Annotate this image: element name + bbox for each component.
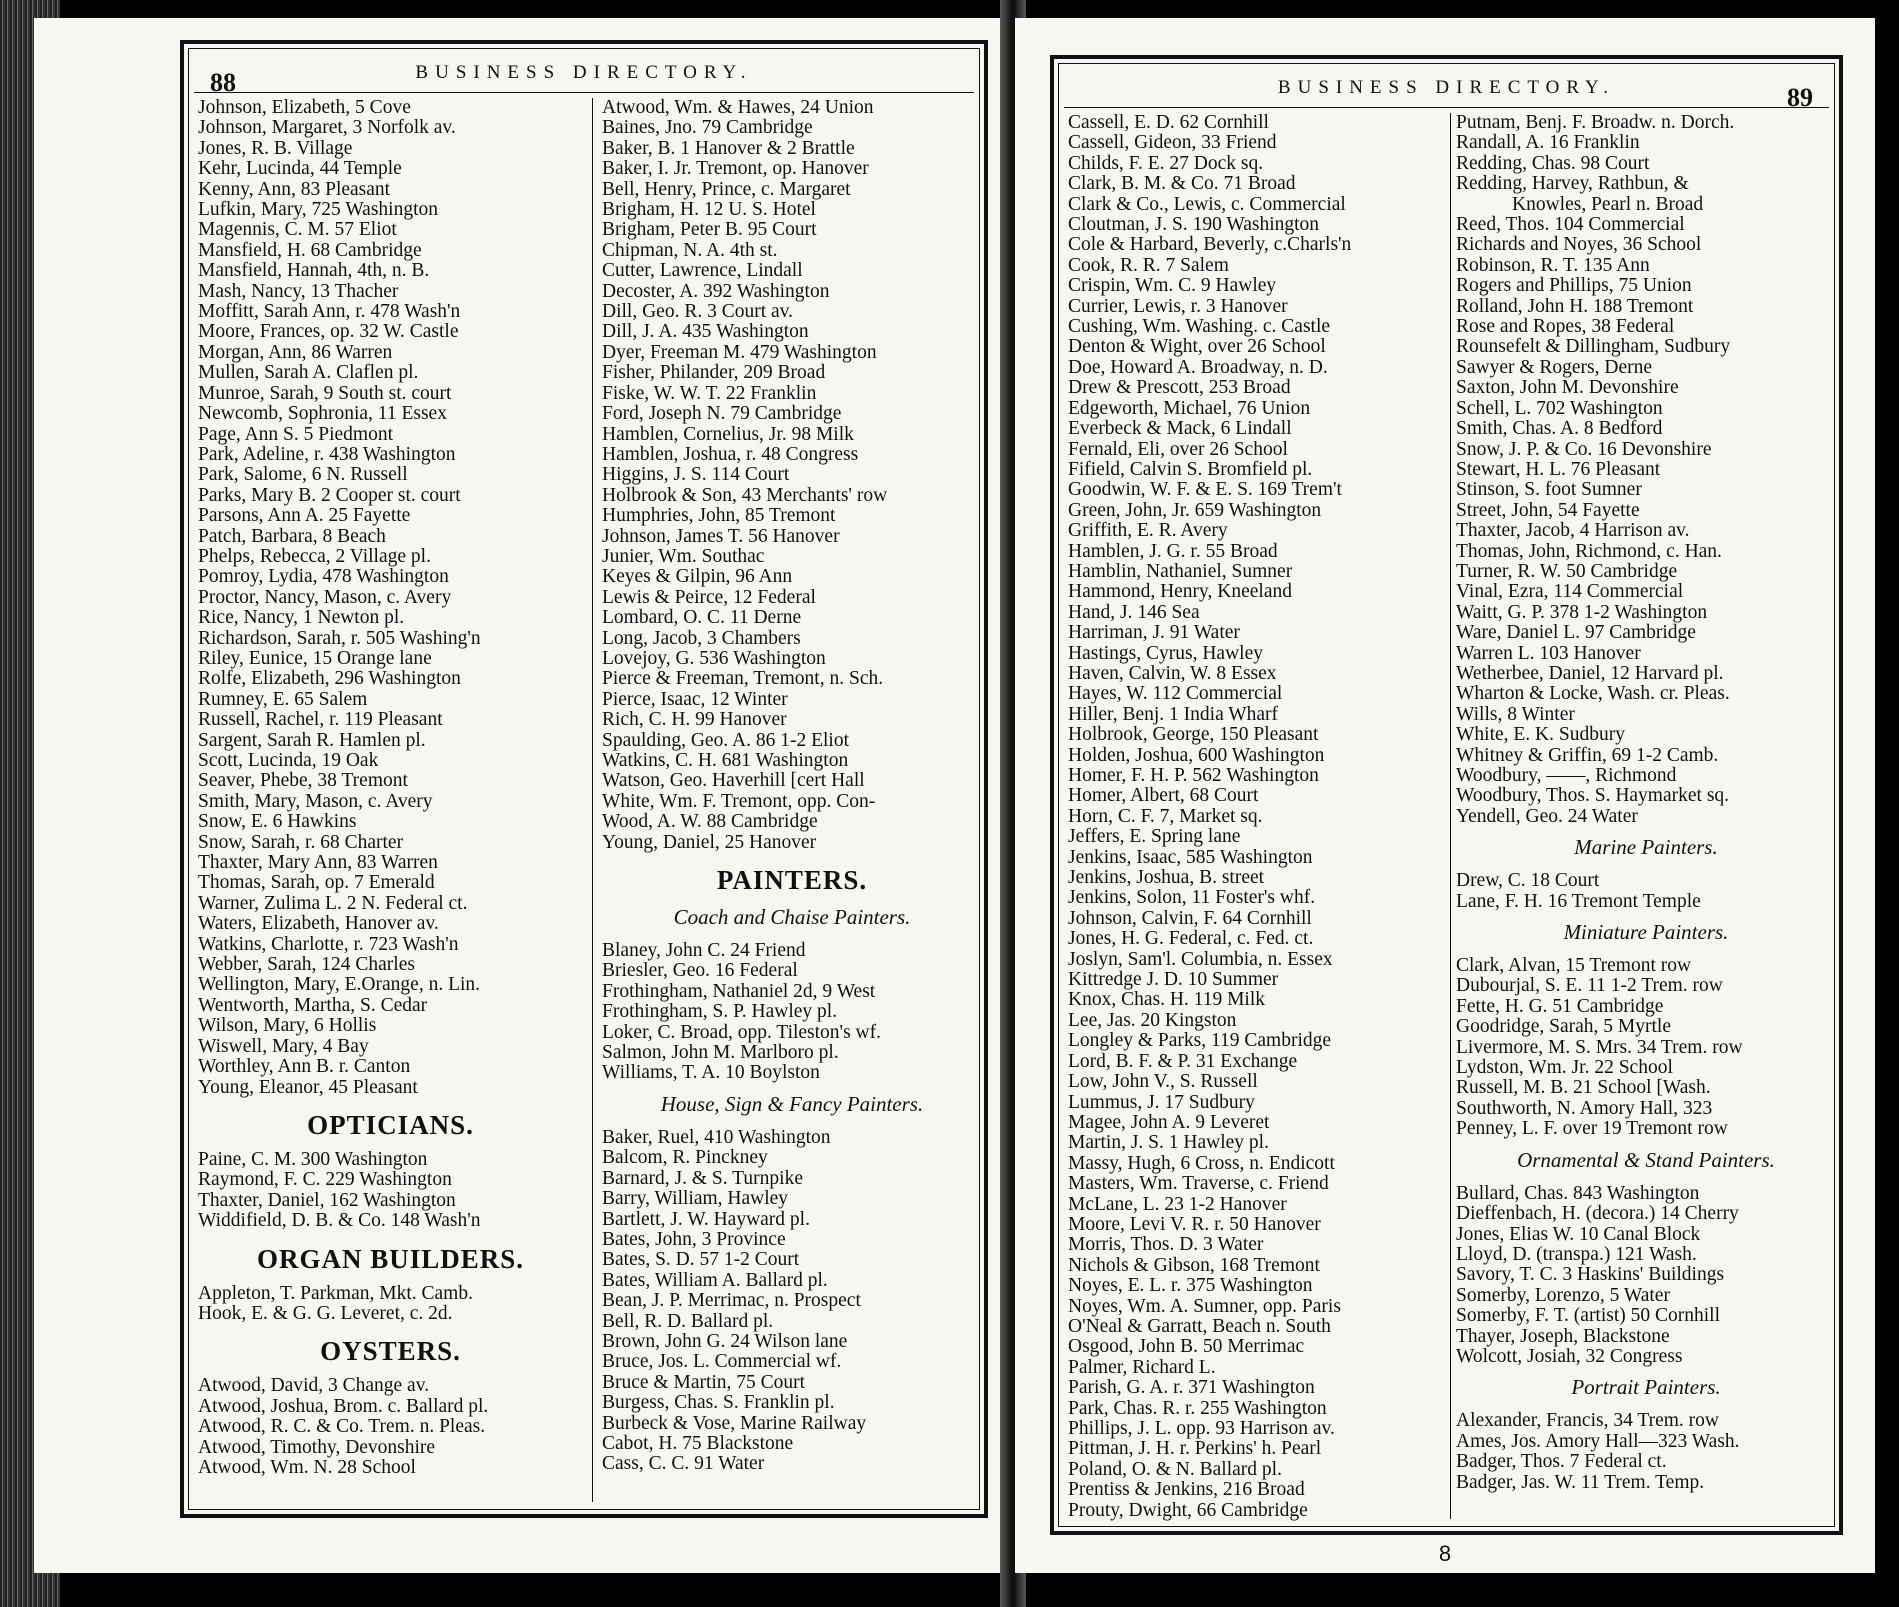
directory-entry: Chipman, N. A. 4th st. — [602, 240, 778, 261]
directory-entry: Lydston, Wm. Jr. 22 School — [1456, 1058, 1673, 1079]
directory-entry: Kenny, Ann, 83 Pleasant — [198, 179, 391, 200]
directory-entry: Fisher, Philander, 209 Broad — [602, 363, 826, 384]
directory-entry: Jenkins, Solon, 11 Foster's whf. — [1068, 888, 1316, 909]
directory-entry: Wills, 8 Winter — [1456, 704, 1575, 725]
portrait-painters-heading: Portrait Painters. — [1571, 1375, 1721, 1400]
left-col2-entries — [602, 98, 982, 853]
directory-entry: Parish, G. A. r. 371 Washington — [1068, 1378, 1315, 1399]
directory-entry: Wiswell, Mary, 4 Bay — [198, 1036, 369, 1057]
left-running-head-text: BUSINESS DIRECTORY. — [415, 62, 753, 83]
directory-entry: Whitney & Griffin, 69 1-2 Camb. — [1456, 745, 1719, 766]
directory-entry: Kehr, Lucinda, 44 Temple — [198, 159, 402, 180]
directory-entry: Green, John, Jr. 659 Washington — [1068, 500, 1322, 521]
directory-entry: Holbrook & Son, 43 Merchants' row — [602, 485, 888, 506]
directory-entry: Clark, Alvan, 15 Tremont row — [1456, 956, 1692, 977]
marine-painters-list — [1456, 871, 1836, 912]
directory-entry: Page, Ann S. 5 Piedmont — [198, 424, 394, 445]
right-running-head-text: BUSINESS DIRECTORY. — [1277, 77, 1616, 98]
directory-entry: Rounsefelt & Dillingham, Sudbury — [1456, 337, 1731, 358]
directory-entry: Woodbury, Thos. S. Haymarket sq. — [1456, 786, 1730, 807]
directory-entry: Thaxter, Mary Ann, 83 Warren — [198, 853, 438, 874]
directory-entry: Moore, Frances, op. 32 W. Castle — [198, 322, 459, 343]
directory-entry: Homer, Albert, 68 Court — [1068, 786, 1259, 807]
directory-entry: Brown, John G. 24 Wilson lane — [602, 1331, 848, 1352]
directory-entry: Lovejoy, G. 536 Washington — [602, 648, 826, 669]
directory-entry: Seaver, Phebe, 38 Tremont — [198, 771, 408, 792]
directory-entry: Salmon, John M. Marlboro pl. — [602, 1043, 839, 1064]
directory-entry: Thomas, Sarah, op. 7 Emerald — [198, 873, 435, 894]
directory-entry: Baker, I. Jr. Tremont, op. Hanover — [602, 159, 869, 180]
directory-entry: Alexander, Francis, 34 Trem. row — [1456, 1411, 1719, 1432]
directory-entry: Hand, J. 146 Sea — [1068, 602, 1200, 623]
directory-entry: Martin, J. S. 1 Hawley pl. — [1068, 1133, 1269, 1154]
directory-entry: Russell, Rachel, r. 119 Pleasant — [198, 710, 443, 731]
directory-entry: Clark, B. M. & Co. 71 Broad — [1068, 174, 1296, 195]
directory-entry: Prentiss & Jenkins, 216 Broad — [1068, 1480, 1305, 1501]
directory-entry: Ware, Daniel L. 97 Cambridge — [1456, 623, 1696, 644]
directory-entry: Hamblen, J. G. r. 55 Broad — [1068, 541, 1278, 562]
directory-entry: Fiske, W. W. T. 22 Franklin — [602, 383, 817, 404]
directory-entry: Frothingham, Nathaniel 2d, 9 West — [602, 981, 876, 1002]
directory-entry: Childs, F. E. 27 Dock sq. — [1068, 153, 1264, 174]
directory-entry: Badger, Jas. W. 11 Trem. Temp. — [1456, 1472, 1705, 1493]
directory-entry: Lombard, O. C. 11 Derne — [602, 608, 802, 629]
directory-entry: Vinal, Ezra, 114 Commercial — [1456, 582, 1684, 603]
directory-entry: Bruce, Jos. L. Commercial wf. — [602, 1352, 842, 1373]
directory-entry: Rumney, E. 65 Salem — [198, 689, 368, 710]
directory-entry: Cass, C. C. 91 Water — [602, 1454, 765, 1475]
right-column-1 — [1068, 113, 1448, 1521]
directory-entry: Cushing, Wm. Washing. c. Castle — [1068, 317, 1331, 338]
directory-entry: Burgess, Chas. S. Franklin pl. — [602, 1393, 835, 1414]
directory-entry: Yendell, Geo. 24 Water — [1456, 806, 1638, 827]
directory-entry: Thayer, Joseph, Blackstone — [1456, 1326, 1670, 1347]
directory-entry: Parks, Mary B. 2 Cooper st. court — [198, 485, 461, 506]
directory-entry: Cabot, H. 75 Blackstone — [602, 1433, 794, 1454]
directory-entry: Long, Jacob, 3 Chambers — [602, 628, 801, 649]
left-page-number: 88 — [210, 68, 236, 97]
directory-entry: Atwood, Joshua, Brom. c. Ballard pl. — [198, 1396, 489, 1417]
left-column-2 — [602, 98, 982, 1504]
directory-entry: Lummus, J. 17 Sudbury — [1068, 1092, 1255, 1113]
directory-entry: Paine, C. M. 300 Washington — [198, 1149, 428, 1170]
directory-entry: Homer, F. H. P. 562 Washington — [1068, 766, 1319, 786]
left-page — [34, 18, 1012, 1573]
right-page-frame — [1050, 55, 1843, 1535]
directory-entry: Crispin, Wm. C. 9 Hawley — [1068, 276, 1277, 297]
directory-entry: Hayes, W. 112 Commercial — [1068, 684, 1283, 705]
house-painters-list — [602, 1128, 982, 1475]
directory-entry: Hastings, Cyrus, Hawley — [1068, 643, 1263, 664]
left-column-1 — [198, 98, 583, 1504]
directory-entry: Jones, R. B. Village — [198, 138, 353, 159]
directory-entry: Drew, C. 18 Court — [1456, 871, 1600, 892]
directory-entry: Thaxter, Jacob, 4 Harrison av. — [1456, 521, 1690, 542]
directory-entry: Cloutman, J. S. 190 Washington — [1068, 215, 1320, 236]
miniature-painters-list — [1456, 956, 1836, 1140]
directory-entry: Wilson, Mary, 6 Hollis — [198, 1016, 377, 1037]
directory-entry: Proctor, Nancy, Mason, c. Avery — [198, 587, 452, 608]
oysters-heading: OYSTERS. — [320, 1336, 461, 1367]
marine-painters-heading: Marine Painters. — [1574, 835, 1718, 860]
directory-entry: Barnard, J. & S. Turnpike — [602, 1168, 803, 1189]
opticians-list — [198, 1150, 583, 1232]
directory-entry: Southworth, N. Amory Hall, 323 — [1456, 1098, 1713, 1119]
directory-entry: Thomas, John, Richmond, c. Han. — [1456, 541, 1722, 562]
directory-entry: Watson, Geo. Haverhill [cert Hall — [602, 771, 865, 792]
directory-entry: Baines, Jno. 79 Cambridge — [602, 118, 813, 139]
directory-entry: Holden, Joshua, 600 Washington — [1068, 745, 1325, 766]
directory-entry: Griffith, E. R. Avery — [1068, 521, 1228, 542]
directory-entry: Randall, A. 16 Franklin — [1456, 133, 1640, 154]
directory-entry: Atwood, Wm. & Hawes, 24 Union — [602, 98, 874, 118]
directory-entry: Street, John, 54 Fayette — [1456, 500, 1640, 521]
right-head-rule — [1064, 107, 1829, 108]
directory-entry: Moore, Levi V. R. r. 50 Hanover — [1068, 1214, 1321, 1235]
left-running-head — [198, 58, 970, 97]
directory-entry: Balcom, R. Pinckney — [602, 1148, 768, 1169]
directory-entry: Lloyd, D. (transpa.) 121 Wash. — [1456, 1244, 1697, 1265]
directory-entry: Denton & Wight, over 26 School — [1068, 337, 1326, 358]
ornamental-painters-heading: Ornamental & Stand Painters. — [1517, 1147, 1775, 1172]
directory-entry: Smith, Chas. A. 8 Bedford — [1456, 419, 1663, 440]
directory-entry: Newcomb, Sophronia, 11 Essex — [198, 404, 447, 425]
right-col1-entries — [1068, 113, 1448, 1521]
portrait-painters-list — [1456, 1411, 1836, 1493]
directory-entry: Stinson, S. foot Sumner — [1456, 480, 1642, 501]
directory-entry: Brigham, Peter B. 95 Court — [602, 220, 817, 241]
directory-entry: Smith, Mary, Mason, c. Avery — [198, 791, 433, 812]
directory-entry: Bruce & Martin, 75 Court — [602, 1372, 806, 1393]
directory-entry: Worthley, Ann B. r. Canton — [198, 1057, 411, 1078]
directory-entry: Frothingham, S. P. Hawley pl. — [602, 1002, 838, 1023]
directory-entry: Badger, Thos. 7 Federal ct. — [1456, 1452, 1667, 1473]
directory-entry: Fette, H. G. 51 Cambridge — [1456, 996, 1664, 1017]
directory-entry: Lufkin, Mary, 725 Washington — [198, 200, 438, 221]
directory-entry: Spaulding, Geo. A. 86 1-2 Eliot — [602, 730, 849, 751]
directory-entry: Somerby, Lorenzo, 5 Water — [1456, 1285, 1670, 1306]
directory-entry: Jenkins, Joshua, B. street — [1068, 868, 1265, 889]
directory-entry: Hiller, Benj. 1 India Wharf — [1068, 704, 1279, 725]
directory-entry: Cutter, Lawrence, Lindall — [602, 261, 803, 282]
organ-builders-list — [198, 1284, 583, 1325]
directory-entry: Lewis & Peirce, 12 Federal — [602, 587, 816, 608]
directory-entry: Redding, Harvey, Rathbun, & — [1456, 174, 1689, 195]
directory-entry: Sawyer & Rogers, Derne — [1456, 357, 1653, 378]
directory-entry: Webber, Sarah, 124 Charles — [198, 955, 415, 976]
directory-entry: Reed, Thos. 104 Commercial — [1456, 215, 1685, 236]
directory-entry: Baker, Ruel, 410 Washington — [602, 1127, 831, 1148]
directory-entry: Fifield, Calvin S. Bromfield pl. — [1068, 459, 1313, 480]
directory-entry: Bates, John, 3 Province — [602, 1229, 786, 1250]
directory-entry: Low, John V., S. Russell — [1068, 1072, 1258, 1093]
directory-entry: Baker, B. 1 Hanover & 2 Brattle — [602, 138, 855, 159]
directory-entry: Lee, Jas. 20 Kingston — [1068, 1010, 1237, 1031]
directory-entry: Knox, Chas. H. 119 Milk — [1068, 990, 1265, 1011]
directory-entry: Brigham, H. 12 U. S. Hotel — [602, 200, 816, 221]
directory-entry: Drew & Prescott, 253 Broad — [1068, 378, 1291, 399]
coach-painters-heading: Coach and Chaise Painters. — [673, 905, 911, 930]
right-running-head — [1068, 73, 1825, 112]
directory-entry: Redding, Chas. 98 Court — [1456, 153, 1650, 174]
directory-entry: Williams, T. A. 10 Boylston — [602, 1063, 820, 1084]
directory-entry: Schell, L. 702 Washington — [1456, 398, 1663, 419]
directory-entry: Johnson, James T. 56 Hanover — [602, 526, 840, 547]
directory-entry: Woodbury, ——, Richmond — [1456, 766, 1677, 786]
directory-entry: Harriman, J. 91 Water — [1068, 623, 1240, 644]
directory-entry: Watkins, C. H. 681 Washington — [602, 751, 849, 771]
directory-entry: Humphries, John, 85 Tremont — [602, 506, 836, 527]
house-painters-heading: House, Sign & Fancy Painters. — [660, 1091, 924, 1116]
directory-entry: Wentworth, Martha, S. Cedar — [198, 995, 428, 1016]
directory-entry: Rogers and Phillips, 75 Union — [1456, 276, 1692, 297]
directory-entry: Young, Eleanor, 45 Pleasant — [198, 1077, 418, 1098]
directory-entry: Snow, Sarah, r. 68 Charter — [198, 832, 404, 853]
directory-entry: Morris, Thos. D. 3 Water — [1068, 1235, 1264, 1256]
directory-entry: Watkins, Charlotte, r. 723 Wash'n — [198, 934, 459, 955]
directory-entry: Noyes, E. L. r. 375 Washington — [1068, 1276, 1313, 1297]
directory-entry: Morgan, Ann, 86 Warren — [198, 342, 393, 363]
directory-entry: O'Neal & Garratt, Beach n. South — [1068, 1316, 1331, 1337]
ornamental-painters-list — [1456, 1184, 1836, 1368]
opticians-heading: OPTICIANS. — [307, 1109, 474, 1140]
directory-entry: Widdifield, D. B. & Co. 148 Wash'n — [198, 1211, 481, 1232]
directory-entry: Scott, Lucinda, 19 Oak — [198, 751, 379, 771]
directory-entry: Mansfield, H. 68 Cambridge — [198, 240, 422, 261]
directory-entry: Dubourjal, S. E. 11 1-2 Trem. row — [1456, 976, 1723, 997]
signature-mark: 8 — [1438, 1541, 1452, 1566]
directory-entry: Hamblin, Nathaniel, Sumner — [1068, 561, 1293, 582]
directory-entry: Noyes, Wm. A. Sumner, opp. Paris — [1068, 1296, 1341, 1317]
directory-entry: Robinson, R. T. 135 Ann — [1456, 255, 1650, 276]
directory-entry: Wood, A. W. 88 Cambridge — [602, 812, 818, 833]
directory-entry: Poland, O. & N. Ballard pl. — [1068, 1459, 1282, 1480]
directory-entry: Young, Daniel, 25 Hanover — [602, 832, 817, 853]
directory-entry: Jones, Elias W. 10 Canal Block — [1456, 1224, 1701, 1245]
directory-entry: Doe, Howard A. Broadway, n. D. — [1068, 357, 1328, 378]
directory-entry: Appleton, T. Parkman, Mkt. Camb. — [198, 1283, 473, 1304]
directory-entry: Rose and Ropes, 38 Federal — [1456, 317, 1675, 338]
directory-entry: Bates, S. D. 57 1-2 Court — [602, 1250, 800, 1271]
directory-entry: Cook, R. R. 7 Salem — [1068, 255, 1229, 276]
directory-entry: Stewart, H. L. 76 Pleasant — [1456, 459, 1661, 480]
directory-entry: Lane, F. H. 16 Tremont Temple — [1456, 891, 1701, 912]
directory-entry: Bates, William A. Ballard pl. — [602, 1270, 828, 1291]
directory-entry: Hamblen, Joshua, r. 48 Congress — [602, 444, 859, 465]
directory-entry: Putnam, Benj. F. Broadw. n. Dorch. — [1456, 113, 1735, 133]
directory-entry: Warner, Zulima L. 2 N. Federal ct. — [198, 893, 468, 914]
directory-entry: Mash, Nancy, 13 Thacher — [198, 281, 399, 302]
directory-entry: Bartlett, J. W. Hayward pl. — [602, 1209, 810, 1230]
directory-entry: Holbrook, George, 150 Pleasant — [1068, 725, 1319, 746]
directory-entry: Palmer, Richard L. — [1068, 1357, 1216, 1378]
directory-entry: Goodridge, Sarah, 5 Myrtle — [1456, 1017, 1671, 1038]
directory-entry: Joslyn, Sam'l. Columbia, n. Essex — [1068, 949, 1333, 970]
directory-entry: Richards and Noyes, 36 School — [1456, 235, 1702, 256]
directory-entry: Magee, John A. 9 Leveret — [1068, 1112, 1270, 1133]
directory-entry: Cole & Harbard, Beverly, c.Charls'n — [1068, 235, 1352, 256]
directory-entry: Saxton, John M. Devonshire — [1456, 378, 1679, 399]
directory-entry: Rice, Nancy, 1 Newton pl. — [198, 608, 405, 629]
directory-entry: Nichols & Gibson, 168 Tremont — [1068, 1255, 1320, 1276]
directory-entry: Currier, Lewis, r. 3 Hanover — [1068, 296, 1288, 317]
right-page-number: 89 — [1787, 83, 1813, 112]
left-col1-entries — [198, 98, 583, 1098]
left-page-frame — [180, 40, 988, 1518]
directory-entry: Thaxter, Daniel, 162 Washington — [198, 1190, 456, 1211]
directory-entry: Edgeworth, Michael, 76 Union — [1068, 398, 1311, 419]
directory-entry: Junier, Wm. Southac — [602, 546, 765, 567]
directory-entry: Munroe, Sarah, 9 South st. court — [198, 383, 452, 404]
directory-entry: Fernald, Eli, over 26 School — [1068, 439, 1288, 460]
directory-entry: Bullard, Chas. 843 Washington — [1456, 1183, 1700, 1204]
directory-entry: Johnson, Calvin, F. 64 Cornhill — [1068, 908, 1312, 929]
directory-entry: Turner, R. W. 50 Cambridge — [1456, 561, 1678, 582]
miniature-painters-heading: Miniature Painters. — [1563, 920, 1729, 945]
directory-entry: Briesler, Geo. 16 Federal — [602, 961, 798, 982]
right-column-2 — [1456, 113, 1836, 1521]
directory-entry: Park, Salome, 6 N. Russell — [198, 465, 408, 486]
directory-entry: Hamblen, Cornelius, Jr. 98 Milk — [602, 424, 854, 445]
directory-entry: Longley & Parks, 119 Cambridge — [1068, 1031, 1332, 1052]
directory-entry: Prouty, Dwight, 66 Cambridge — [1068, 1500, 1308, 1521]
directory-entry: Penney, L. F. over 19 Tremont row — [1456, 1119, 1728, 1140]
directory-entry: Atwood, David, 3 Change av. — [198, 1376, 430, 1397]
directory-entry: Patch, Barbara, 8 Beach — [198, 526, 386, 547]
directory-entry: Magennis, C. M. 57 Eliot — [198, 220, 397, 241]
directory-entry: Hook, E. & G. G. Leveret, c. 2d. — [198, 1303, 453, 1324]
oysters-list — [198, 1376, 583, 1478]
left-head-rule — [194, 92, 974, 93]
directory-entry: Wellington, Mary, E.Orange, n. Lin. — [198, 975, 481, 996]
directory-entry: Livermore, M. S. Mrs. 34 Trem. row — [1456, 1037, 1743, 1058]
directory-entry: Decoster, A. 392 Washington — [602, 281, 830, 302]
directory-entry: Waters, Elizabeth, Hanover av. — [198, 914, 439, 935]
directory-entry: White, E. K. Sudbury — [1456, 725, 1625, 746]
directory-entry: Ford, Joseph N. 79 Cambridge — [602, 404, 842, 425]
right-col2-entries — [1456, 113, 1836, 827]
directory-entry: Keyes & Gilpin, 96 Ann — [602, 567, 793, 588]
directory-entry: Kittredge J. D. 10 Summer — [1068, 970, 1279, 991]
directory-entry: Phelps, Rebecca, 2 Village pl. — [198, 546, 431, 567]
directory-entry: Johnson, Elizabeth, 5 Cove — [198, 98, 411, 118]
directory-entry: Rich, C. H. 99 Hanover — [602, 710, 787, 731]
directory-entry: Moffitt, Sarah Ann, r. 478 Wash'n — [198, 302, 461, 323]
directory-entry: Phillips, J. L. opp. 93 Harrison av. — [1068, 1419, 1335, 1439]
directory-entry: Blaney, John C. 24 Friend — [602, 941, 806, 962]
directory-entry: Dyer, Freeman M. 479 Washington — [602, 342, 877, 363]
directory-entry: Mansfield, Hannah, 4th, n. B. — [198, 261, 430, 282]
directory-entry: Somerby, F. T. (artist) 50 Cornhill — [1456, 1306, 1721, 1327]
directory-entry: Pierce, Isaac, 12 Winter — [602, 689, 788, 710]
directory-entry: Snow, J. P. & Co. 16 Devonshire — [1456, 439, 1712, 460]
directory-entry: Masters, Wm. Traverse, c. Friend — [1068, 1174, 1329, 1195]
directory-entry: Pomroy, Lydia, 478 Washington — [198, 567, 449, 588]
directory-entry: Atwood, Timothy, Devonshire — [198, 1437, 436, 1458]
directory-entry: Dill, J. A. 435 Washington — [602, 322, 809, 343]
directory-entry: Barry, William, Hawley — [602, 1189, 789, 1210]
directory-entry: Wharton & Locke, Wash. cr. Pleas. — [1456, 684, 1730, 705]
directory-entry: Atwood, R. C. & Co. Trem. n. Pleas. — [198, 1417, 486, 1438]
directory-entry: Knowles, Pearl n. Broad — [1512, 194, 1704, 215]
directory-entry: Pierce & Freeman, Tremont, n. Sch. — [602, 669, 884, 690]
directory-entry: Osgood, John B. 50 Merrimac — [1068, 1337, 1305, 1358]
directory-entry: Bean, J. P. Merrimac, n. Prospect — [602, 1291, 861, 1312]
directory-entry: Park, Adeline, r. 438 Washington — [198, 444, 456, 465]
directory-entry: Cassell, Gideon, 33 Friend — [1068, 133, 1277, 154]
painters-heading: PAINTERS. — [716, 865, 868, 896]
right-column-divider — [1450, 113, 1451, 1519]
directory-entry: Jones, H. G. Federal, c. Fed. ct. — [1068, 929, 1314, 950]
directory-entry: Pittman, J. H. r. Perkins' h. Pearl — [1068, 1439, 1322, 1460]
coach-painters-list — [602, 941, 982, 1084]
directory-entry: McLane, L. 23 1-2 Hanover — [1068, 1194, 1287, 1215]
directory-entry: Mullen, Sarah A. Claflen pl. — [198, 363, 419, 384]
directory-entry: Jeffers, E. Spring lane — [1068, 827, 1241, 848]
directory-entry: Horn, C. F. 7, Market sq. — [1068, 806, 1263, 827]
organ-builders-heading: ORGAN BUILDERS. — [256, 1243, 525, 1274]
directory-entry: Sargent, Sarah R. Hamlen pl. — [198, 730, 426, 751]
left-column-divider — [592, 98, 593, 1502]
directory-entry: Hammond, Henry, Kneeland — [1068, 582, 1293, 603]
directory-entry: White, Wm. F. Tremont, opp. Con- — [602, 791, 876, 812]
directory-entry: Waitt, G. P. 378 1-2 Washington — [1456, 602, 1708, 623]
directory-entry: Russell, M. B. 21 School [Wash. — [1456, 1078, 1711, 1099]
directory-entry: Warren L. 103 Hanover — [1456, 643, 1641, 664]
directory-entry: Haven, Calvin, W. 8 Essex — [1068, 663, 1277, 684]
directory-entry: Ames, Jos. Amory Hall—323 Wash. — [1456, 1431, 1740, 1452]
directory-entry: Wolcott, Josiah, 32 Congress — [1456, 1346, 1683, 1367]
right-page — [1015, 18, 1875, 1573]
directory-entry: Parsons, Ann A. 25 Fayette — [198, 506, 411, 527]
directory-entry: Wetherbee, Daniel, 12 Harvard pl. — [1456, 663, 1724, 684]
directory-entry: Park, Chas. R. r. 255 Washington — [1068, 1398, 1327, 1419]
directory-entry: Johnson, Margaret, 3 Norfolk av. — [198, 118, 456, 139]
directory-entry: Rolfe, Elizabeth, 296 Washington — [198, 669, 461, 690]
directory-entry: Savory, T. C. 3 Haskins' Buildings — [1456, 1265, 1725, 1286]
directory-entry: Bell, Henry, Prince, c. Margaret — [602, 179, 851, 200]
directory-entry: Everbeck & Mack, 6 Lindall — [1068, 419, 1292, 440]
directory-entry: Goodwin, W. F. & E. S. 169 Trem't — [1068, 480, 1342, 501]
directory-entry: Riley, Eunice, 15 Orange lane — [198, 648, 432, 669]
directory-entry: Snow, E. 6 Hawkins — [198, 812, 357, 833]
directory-entry: Lord, B. F. & P. 31 Exchange — [1068, 1051, 1298, 1072]
directory-entry: Higgins, J. S. 114 Court — [602, 465, 790, 486]
directory-entry: Clark & Co., Lewis, c. Commercial — [1068, 194, 1346, 215]
directory-entry: Raymond, F. C. 229 Washington — [198, 1170, 452, 1191]
directory-entry: Bell, R. D. Ballard pl. — [602, 1311, 774, 1332]
directory-entry: Cassell, E. D. 62 Cornhill — [1068, 113, 1269, 133]
directory-entry: Dill, Geo. R. 3 Court av. — [602, 302, 794, 323]
directory-entry: Atwood, Wm. N. 28 School — [198, 1457, 416, 1478]
directory-entry: Jenkins, Isaac, 585 Washington — [1068, 847, 1313, 868]
directory-entry: Burbeck & Vose, Marine Railway — [602, 1413, 867, 1434]
directory-entry: Loker, C. Broad, opp. Tileston's wf. — [602, 1022, 881, 1043]
directory-entry: Rolland, John H. 188 Tremont — [1456, 296, 1694, 317]
directory-entry: Richardson, Sarah, r. 505 Washing'n — [198, 628, 481, 649]
directory-entry: Massy, Hugh, 6 Cross, n. Endicott — [1068, 1153, 1335, 1174]
directory-entry: Dieffenbach, H. (decora.) 14 Cherry — [1456, 1204, 1739, 1225]
